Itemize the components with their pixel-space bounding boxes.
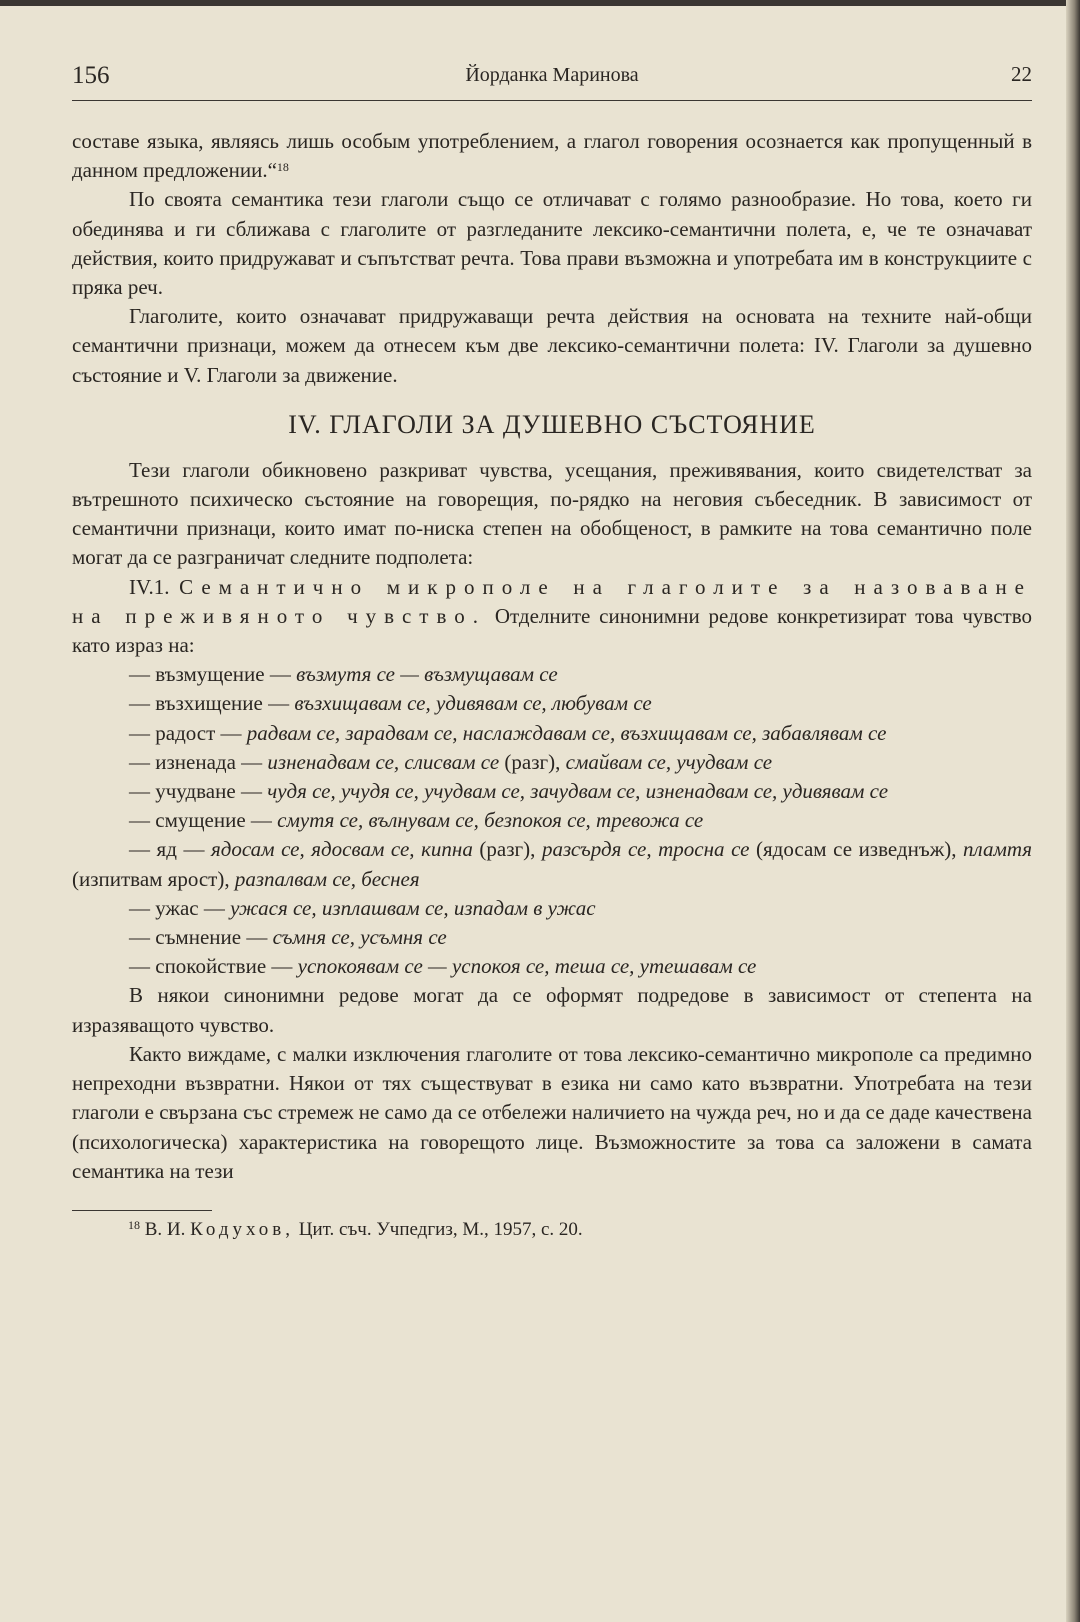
list-item <box>129 952 1032 981</box>
footnote-source: Цит. съч. Учпедгиз, М., 1957, с. 20. <box>298 1218 583 1240</box>
entry-verbs: успокоявам се — успокоя се, теша се, утешавам се <box>297 954 757 979</box>
list-item <box>129 894 1032 923</box>
subfield-paragraph <box>72 573 1032 661</box>
subfield-text: Отделните синонимни редове конкретизират това чувство като израз на: <box>72 603 1032 658</box>
page-number: 156 <box>72 62 110 89</box>
entry-verbs: съмня се, усъмня се <box>272 925 447 950</box>
entry-verbs: чудя се, учудя се, учудвам се, зачудвам се, изненадвам се, удивявам се <box>267 779 889 804</box>
entry-noun: — смущение — <box>129 808 272 833</box>
entry-note: (ядосам се изведнъж), <box>756 837 957 862</box>
section-heading: IV. ГЛАГОЛИ ЗА ДУШЕВНО СЪСТОЯНИЕ <box>288 409 816 439</box>
section-intro: Тези глаголи обикновено разкриват чувства, усещания, преживявания, които свидетелстват за вътрешното психическо състояние на говорещия, по-рядко на неговия събеседник. В зависимост от семантични признаци, които имат по-ниска степен на обобщеност, в рамките на това семантично поле могат да се разграничат следните подполета: <box>72 457 1032 570</box>
footnote-ref: 18 <box>276 160 289 175</box>
list-item <box>129 806 1032 835</box>
subfield-number: IV.1. <box>129 574 170 599</box>
paragraph-1 <box>72 127 1032 185</box>
entry-verbs: възмутя се — възмущавам се <box>296 662 558 687</box>
page-body <box>72 127 1032 1186</box>
footnote-rule <box>72 1210 212 1211</box>
entry-note: (разг), <box>504 749 561 774</box>
entry-verbs: смутя се, вълнувам се, безпокоя се, тревожа се <box>277 808 704 833</box>
entry-note: (изпитвам ярост), <box>72 866 230 891</box>
paragraph-after-list-1: В някои синонимни редове могат да се оформят подредове в зависимост от степента на изразяващото чувство. <box>72 983 1032 1037</box>
paragraph-1-text: составе языка, являясь лишь особым употреблением, а глагол говорения осознается как пропущенный в данном предложении.“ <box>72 129 1032 183</box>
entry-noun: — спокойствие — <box>129 954 293 979</box>
list-item <box>129 660 1032 689</box>
paragraph-after-list-2: Както виждаме, с малки изключения глаголите от това лексико-семантично микрополе са предимно непреходни възвратни. Някои от тях съществуват в езика ни само като възвратни. Употребата на тези глаголи е свързана със стремеж не само да се отбележи наличието на чужда реч, но и да се даде качествена (психологическа) характеристика на говорещото лице. Възможностите за това са заложени в самата семантика на тези <box>72 1041 1032 1183</box>
entry-noun: — учудване — <box>129 779 262 804</box>
footnote-number: 18 <box>128 1217 140 1232</box>
entry-verbs-tail: разсърдя се, тросна се <box>541 837 750 862</box>
footnote-author: Кодухов, <box>190 1218 294 1240</box>
running-title: Йорданка Маринова <box>465 64 639 86</box>
top-edge <box>0 0 1080 6</box>
chapter-number: 22 <box>1011 62 1032 86</box>
entry-note: (разг), <box>479 837 536 862</box>
entry-noun: — съмнение — <box>129 925 268 950</box>
list-item <box>129 923 1032 952</box>
entry-noun: — ужас — <box>129 895 225 920</box>
paragraph-2: По своята семантика тези глаголи също се отличават с голямо разнообразие. Но това, което ги обединява и ги сближава с глаголите от разгледаните лексико-семантични полета, е, че те означават действия, които придружават и съпътстват речта. Това прави възможна и употребата им в конструкциите с пряка реч. <box>72 187 1032 300</box>
list-item <box>72 748 1032 777</box>
entry-verbs-tail: смайвам се, учудвам се <box>565 749 773 774</box>
entry-verbs: радвам се, зарадвам се, наслаждавам се, възхищавам се, забавлявам се <box>246 720 887 745</box>
entry-verbs: изненадвам се, слисвам се <box>267 749 500 774</box>
paragraph-3: Глаголите, които означават придружаващи речта действия на основата на техните най-общи семантични признаци, можем да отнесем към две лексико-семантични полета: IV. Глаголи за душевно състояние и V. Глаголи за движение. <box>72 304 1032 387</box>
entry-noun: — изненада — <box>129 749 263 774</box>
footnote-initials: В. И. <box>144 1218 186 1240</box>
entry-noun: — възхищение — <box>129 691 290 716</box>
synonym-list <box>72 660 1032 981</box>
entry-noun: — яд — <box>129 837 205 862</box>
book-spine-shadow <box>1066 0 1080 1622</box>
running-header <box>72 60 1032 101</box>
entry-verbs: ядосам се, ядосвам се, кипна <box>211 837 473 862</box>
entry-verbs: възхищавам се, удивявам се, любувам се <box>294 691 652 716</box>
entry-noun: — радост — <box>129 720 242 745</box>
subfield-title: Семантично микрополе на глаголите за назоваване на преживяното чувство. <box>72 574 1033 628</box>
list-item <box>72 835 1032 893</box>
entry-noun: — възмущение — <box>129 662 291 687</box>
entry-verbs: ужася се, изплашвам се, изпадам в ужас <box>230 895 596 920</box>
list-item <box>129 689 1032 718</box>
footnote <box>128 1219 1032 1241</box>
entry-verbs-tail: пламтя <box>963 837 1033 862</box>
list-item <box>72 777 1032 806</box>
list-item <box>72 719 1032 748</box>
book-page <box>72 60 1032 1241</box>
entry-verbs-tail: разпалвам се, беснея <box>234 866 420 891</box>
